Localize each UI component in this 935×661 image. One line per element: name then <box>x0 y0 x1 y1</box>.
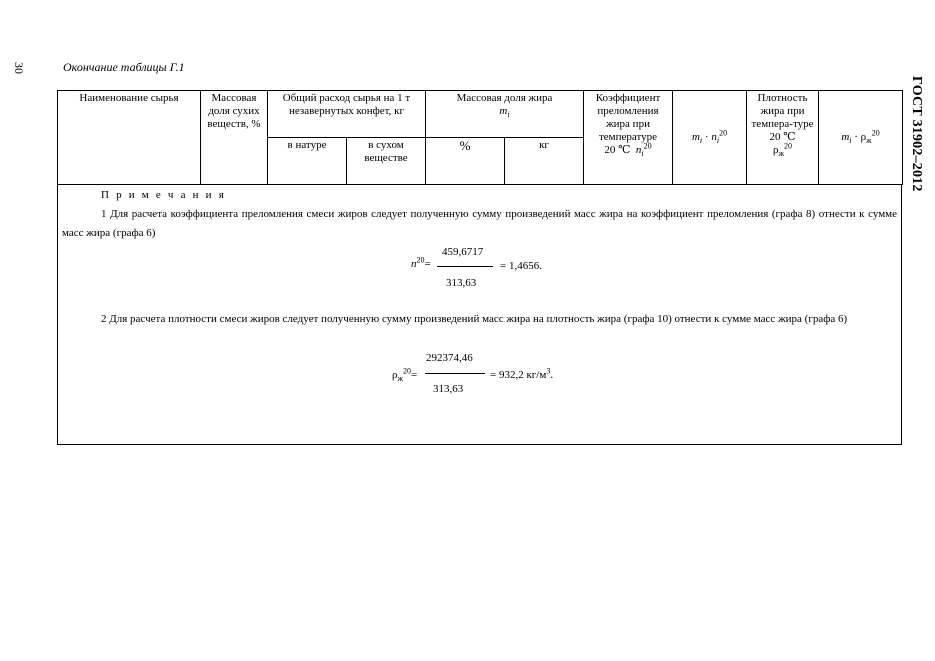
notes-section <box>57 185 902 445</box>
note-2: 2 Для расчета плотности смеси жиров следует полученную сумму произведений масс жира на плотность жира (графа 10) отнести к сумме масс жира (графа 6) <box>101 313 848 325</box>
document-code: ГОСТ 31902–2012 <box>909 76 924 192</box>
header-product-density: $m_i \cdot \rho_ж^{20}$ <box>819 91 903 185</box>
formula-1-numerator: 459,6717 <box>442 246 484 258</box>
formula-2-result: = 932,2 $кг/м^3$. <box>490 366 554 381</box>
formula-1-lhs: $n^{20}=$ <box>411 255 431 270</box>
formula-1-result: = 1,4656. <box>500 260 542 272</box>
formula-2-fraction-line <box>425 373 485 374</box>
formula-1-fraction-line <box>437 266 493 267</box>
page-number: 30 <box>12 62 26 74</box>
formula-1-denominator: 313,63 <box>446 277 477 289</box>
notes-title: П р и м е ч а н и я <box>101 189 226 201</box>
header-density: Плотность жира при темпера-туре 20 ℃ $\rho_ж^{20}$ <box>747 91 819 185</box>
header-percent: % <box>426 138 505 185</box>
formula-2-denominator: 313,63 <box>433 383 464 395</box>
formula-2-lhs: $\rho_ж^{20}=$ <box>392 366 418 384</box>
table-g1 <box>57 90 903 185</box>
header-product-refraction: $m_i \cdot n_i^{20}$ <box>673 91 747 185</box>
header-dry-matter: Массовая доля сухих веществ, % <box>201 91 268 185</box>
header-natural: в натуре <box>268 138 347 185</box>
header-consumption: Общий расход сырья на 1 т незавернутых конфет, кг <box>268 91 426 138</box>
table-caption: Окончание таблицы Г.1 <box>63 60 185 74</box>
header-raw-material: Наименование сырья <box>58 91 201 185</box>
header-fat-fraction: Массовая доля жира $m_i$ <box>426 91 584 138</box>
note-1: 1 Для расчета коэффициента преломления смеси жиров следует полученную сумму произведений масс жира на коэффициент преломления (графа 8) отнести к сумме масс жира (графа 6) <box>62 208 897 239</box>
header-kg: кг <box>505 138 584 185</box>
header-dry-substance: в сухом веществе <box>347 138 426 185</box>
header-refraction: Коэффициент преломления жира при температуре 20 ℃ $n_i^{20}$ <box>584 91 673 185</box>
formula-2-numerator: 292374,46 <box>426 352 473 364</box>
